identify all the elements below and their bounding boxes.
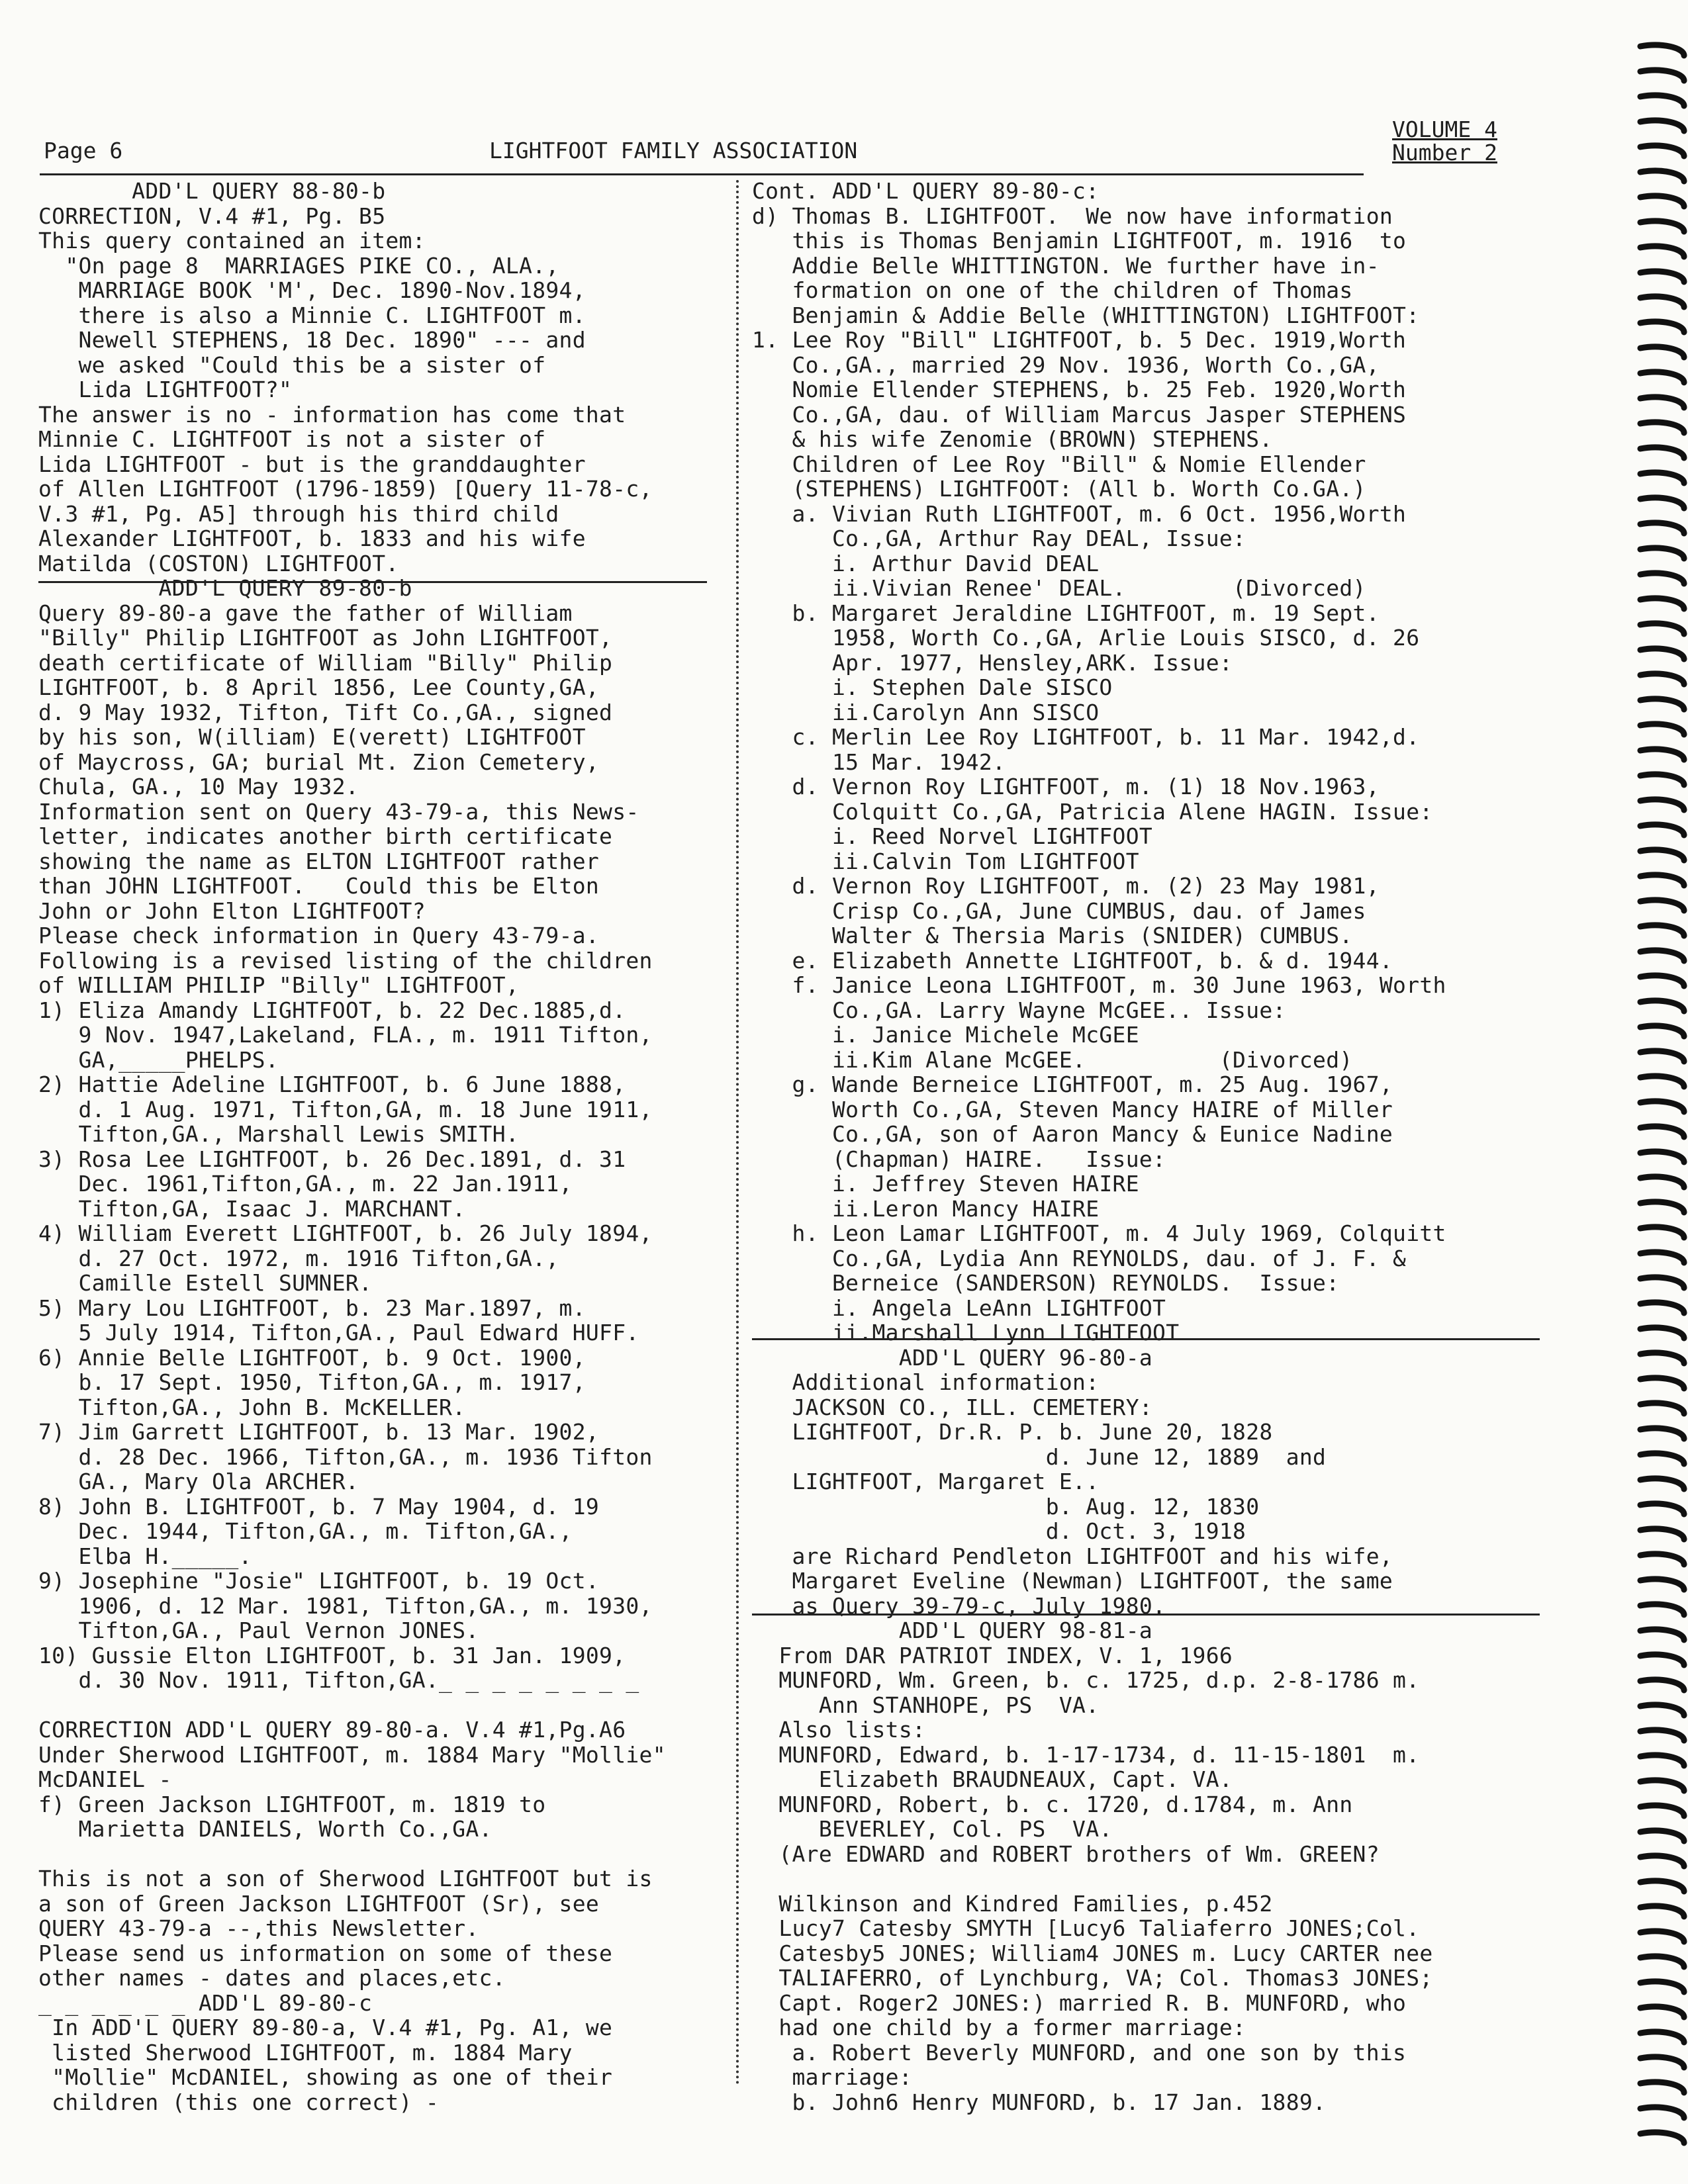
text-line: MUNFORD, Wm. Green, b. c. 1725, d.p. 2-8-1786 m. — [752, 1667, 1420, 1693]
text-line: i. Stephen Dale SISCO — [752, 674, 1113, 700]
text-line: (STEPHENS) LIGHTFOOT: (All b. Worth Co.GA.) — [752, 476, 1366, 502]
text-line: Co.,GA, Arthur Ray DEAL, Issue: — [752, 525, 1246, 551]
text-line: Camille Estell SUMNER. — [38, 1270, 373, 1296]
right-column — [752, 179, 1560, 2115]
text-line: c. Merlin Lee Roy LIGHTFOOT, b. 11 Mar. 1942,d. — [752, 724, 1420, 750]
volume-label: VOLUME 4 — [1392, 116, 1497, 142]
text-line: Wilkinson and Kindred Families, p.452 — [752, 1890, 1273, 1917]
text-line: ii.Calvin Tom LIGHTFOOT — [752, 848, 1139, 874]
text-line: QUERY 43-79-a --,this Newsletter. — [38, 1915, 479, 1941]
text-line: Matilda (COSTON) LIGHTFOOT. — [38, 550, 399, 576]
text-line: Co.,GA, son of Aaron Mancy & Eunice Nadine — [752, 1121, 1393, 1147]
text-line: d. Oct. 3, 1918 — [752, 1518, 1246, 1544]
text-line: Chula, GA., 10 May 1932. — [38, 774, 359, 799]
text-line: LIGHTFOOT, b. 8 April 1856, Lee County,GA, — [38, 674, 600, 700]
text-line: there is also a Minnie C. LIGHTFOOT m. — [38, 302, 586, 328]
text-line: Co.,GA, Lydia Ann REYNOLDS, dau. of J. F. & — [752, 1245, 1407, 1271]
text-line: Elba H._____. — [38, 1543, 252, 1569]
text-line: Worth Co.,GA, Steven Mancy HAIRE of Miller — [752, 1096, 1393, 1122]
text-line: Crisp Co.,GA, June CUMBUS, dau. of James — [752, 897, 1366, 924]
text-line: Lida LIGHTFOOT?" — [38, 377, 293, 402]
spiral-binding — [1628, 26, 1688, 2171]
text-line: d. 30 Nov. 1911, Tifton,GA._ _ _ _ _ _ _ _ — [38, 1667, 639, 1693]
text-line: TALIAFERRO, of Lynchburg, VA; Col. Thomas3 JONES; — [752, 1965, 1433, 1991]
text-line: Query 89-80-a gave the father of William — [38, 600, 573, 626]
text-line: Cont. ADD'L QUERY 89-80-c: — [752, 178, 1100, 204]
text-line: 9) Josephine "Josie" LIGHTFOOT, b. 19 Oct. — [38, 1568, 600, 1594]
text-line: CORRECTION, V.4 #1, Pg. B5 — [38, 203, 386, 229]
text-line: Tifton,GA., Paul Vernon JONES. — [38, 1617, 479, 1643]
text-line: Ann STANHOPE, PS VA. — [752, 1692, 1100, 1718]
text-line: From DAR PATRIOT INDEX, V. 1, 1966 — [752, 1642, 1233, 1668]
text-line: This is not a son of Sherwood LIGHTFOOT but is — [38, 1866, 653, 1891]
text-line: i. Angela LeAnn LIGHTFOOT — [752, 1295, 1166, 1321]
text-line: 4) William Everett LIGHTFOOT, b. 26 July 1894, — [38, 1220, 653, 1246]
text-line: "On page 8 MARRIAGES PIKE CO., ALA., — [38, 252, 559, 279]
text-line: & his wife Zenomie (BROWN) STEPHENS. — [752, 426, 1273, 452]
text-line: a. Robert Beverly MUNFORD, and one son by this — [752, 2039, 1407, 2066]
text-line: Following is a revised listing of the children — [38, 947, 653, 974]
text-line: 1906, d. 12 Mar. 1981, Tifton,GA., m. 1930, — [38, 1592, 653, 1619]
text-line: of Maycross, GA; burial Mt. Zion Cemetery, — [38, 749, 600, 775]
text-line — [38, 1842, 727, 1867]
text-line: Dec. 1961,Tifton,GA., m. 22 Jan.1911, — [38, 1171, 573, 1197]
text-line: CORRECTION ADD'L QUERY 89-80-a. V.4 #1,Pg.A6 — [38, 1717, 626, 1743]
text-line: Under Sherwood LIGHTFOOT, m. 1884 Mary "Mollie" — [38, 1741, 666, 1768]
text-line: Information sent on Query 43-79-a, this News- — [38, 798, 639, 825]
text-line: Nomie Ellender STEPHENS, b. 25 Feb. 1920,Worth — [752, 377, 1407, 402]
text-line: as Query 39-79-c, July 1980. — [752, 1592, 1166, 1619]
text-line: d. 1 Aug. 1971, Tifton,GA, m. 18 June 1911, — [38, 1096, 653, 1122]
text-line: of WILLIAM PHILIP "Billy" LIGHTFOOT, — [38, 972, 520, 998]
text-line: Also lists: — [752, 1717, 926, 1743]
text-line: 5) Mary Lou LIGHTFOOT, b. 23 Mar.1897, m. — [38, 1295, 586, 1321]
text-line: 9 Nov. 1947,Lakeland, FLA., m. 1911 Tifton, — [38, 1022, 653, 1048]
text-line: Please send us information on some of these — [38, 1940, 613, 1966]
text-line — [752, 1866, 1560, 1891]
text-line: Catesby5 JONES; William4 JONES m. Lucy CARTER nee — [752, 1940, 1433, 1966]
text-line: than JOHN LIGHTFOOT. Could this be Elton — [38, 873, 600, 899]
section-rule — [38, 581, 707, 583]
text-line: BEVERLEY, Col. PS VA. — [752, 1816, 1113, 1842]
text-line: John or John Elton LIGHTFOOT? — [38, 897, 426, 924]
text-line: f) Green Jackson LIGHTFOOT, m. 1819 to — [38, 1791, 546, 1817]
text-line: Dec. 1944, Tifton,GA., m. Tifton,GA., — [38, 1518, 573, 1544]
text-line: LIGHTFOOT, Dr.R. P. b. June 20, 1828 — [752, 1419, 1273, 1445]
text-line: Capt. Roger2 JONES:) married R. B. MUNFORD, who — [752, 1989, 1407, 2016]
text-line: i. Reed Norvel LIGHTFOOT — [752, 823, 1153, 849]
text-line: d. June 12, 1889 and — [752, 1443, 1327, 1470]
page-number: Page 6 — [44, 138, 123, 163]
section-rule — [752, 1338, 1540, 1340]
text-line: g. Wande Berneice LIGHTFOOT, m. 25 Aug. 1967, — [752, 1071, 1393, 1097]
text-line: are Richard Pendleton LIGHTFOOT and his wife, — [752, 1543, 1393, 1569]
text-line: JACKSON CO., ILL. CEMETERY: — [752, 1394, 1153, 1420]
text-line: Children of Lee Roy "Bill" & Nomie Ellender — [752, 451, 1366, 477]
text-line: b. John6 Henry MUNFORD, b. 17 Jan. 1889. — [752, 2089, 1327, 2115]
text-line: this is Thomas Benjamin LIGHTFOOT, m. 1916 to — [752, 228, 1407, 253]
text-line: i. Arthur David DEAL — [752, 550, 1100, 576]
text-line: ii.Carolyn Ann SISCO — [752, 699, 1100, 725]
text-line: (Are EDWARD and ROBERT brothers of Wm. GREEN? — [752, 1841, 1380, 1867]
left-column — [38, 179, 727, 2115]
text-line: showing the name as ELTON LIGHTFOOT rather — [38, 848, 600, 874]
text-line: MARRIAGE BOOK 'M', Dec. 1890-Nov.1894, — [38, 277, 586, 303]
text-line: i. Jeffrey Steven HAIRE — [752, 1171, 1139, 1197]
text-line: d. Vernon Roy LIGHTFOOT, m. (2) 23 May 1981, — [752, 873, 1380, 899]
text-line: children (this one correct) - — [38, 2089, 440, 2115]
text-line: Additional information: — [752, 1369, 1100, 1395]
text-line: ii.Leron Mancy HAIRE — [752, 1195, 1100, 1222]
text-line: Berneice (SANDERSON) REYNOLDS. Issue: — [752, 1270, 1340, 1296]
text-line: d. 27 Oct. 1972, m. 1916 Tifton,GA., — [38, 1245, 559, 1271]
text-line: i. Janice Michele McGEE — [752, 1022, 1139, 1048]
text-line: "Mollie" McDANIEL, showing as one of their — [38, 2064, 613, 2090]
text-line: _ _ _ _ _ _ ADD'L 89-80-c — [38, 1989, 373, 2016]
text-line: Lucy7 Catesby SMYTH [Lucy6 Taliaferro JONES;Col. — [752, 1915, 1420, 1941]
text-line: GA,_____PHELPS. — [38, 1046, 279, 1073]
text-line: Newell STEPHENS, 18 Dec. 1890" --- and — [38, 327, 586, 353]
text-line: listed Sherwood LIGHTFOOT, m. 1884 Mary — [38, 2039, 573, 2066]
text-line: Benjamin & Addie Belle (WHITTINGTON) LIGHTFOOT: — [752, 302, 1420, 328]
text-line: Co.,GA, dau. of William Marcus Jasper STEPHENS — [752, 401, 1407, 428]
text-line — [38, 1693, 727, 1718]
text-line: b. 17 Sept. 1950, Tifton,GA., m. 1917, — [38, 1369, 586, 1395]
text-line: d. 9 May 1932, Tifton, Tift Co.,GA., signed — [38, 699, 613, 725]
text-line: 6) Annie Belle LIGHTFOOT, b. 9 Oct. 1900, — [38, 1344, 586, 1371]
text-line: b. Aug. 12, 1830 — [752, 1493, 1260, 1520]
header-rule — [40, 173, 1364, 175]
text-line: 7) Jim Garrett LIGHTFOOT, b. 13 Mar. 1902, — [38, 1419, 600, 1445]
text-line: Please check information in Query 43-79-a. — [38, 923, 600, 948]
text-line: d. Vernon Roy LIGHTFOOT, m. (1) 18 Nov.1963, — [752, 774, 1380, 799]
text-line: 3) Rosa Lee LIGHTFOOT, b. 26 Dec.1891, d. 31 — [38, 1146, 626, 1172]
text-line: 1) Eliza Amandy LIGHTFOOT, b. 22 Dec.1885,d. — [38, 997, 626, 1023]
text-line: MUNFORD, Edward, b. 1-17-1734, d. 11-15-1801 m. — [752, 1741, 1420, 1768]
volume-block — [1392, 118, 1497, 164]
text-line: Elizabeth BRAUDNEAUX, Capt. VA. — [752, 1766, 1233, 1792]
text-line: ii.Vivian Renee' DEAL. (Divorced) — [752, 575, 1366, 601]
text-line: LIGHTFOOT, Margaret E.. — [752, 1469, 1100, 1494]
text-line: ii.Marshall Lynn LIGHTFOOT — [752, 1320, 1180, 1345]
text-line: Apr. 1977, Hensley,ARK. Issue: — [752, 649, 1233, 676]
text-line: Lida LIGHTFOOT - but is the granddaughter — [38, 451, 586, 477]
text-line: Addie Belle WHITTINGTON. We further have in- — [752, 252, 1380, 279]
text-line: The answer is no - information has come that — [38, 401, 626, 428]
text-line: we asked "Could this be a sister of — [38, 351, 546, 378]
text-line: d) Thomas B. LIGHTFOOT. We now have information — [752, 203, 1393, 229]
text-line: MUNFORD, Robert, b. c. 1720, d.1784, m. Ann — [752, 1791, 1353, 1817]
text-line: death certificate of William "Billy" Philip — [38, 649, 613, 676]
text-line: 1. Lee Roy "Bill" LIGHTFOOT, b. 5 Dec. 1919,Worth — [752, 327, 1407, 353]
text-line: Tifton,GA., Marshall Lewis SMITH. — [38, 1121, 520, 1147]
text-line: h. Leon Lamar LIGHTFOOT, m. 4 July 1969, Colquitt — [752, 1220, 1446, 1246]
text-line: 5 July 1914, Tifton,GA., Paul Edward HUFF. — [38, 1320, 639, 1345]
text-line: Margaret Eveline (Newman) LIGHTFOOT, the same — [752, 1568, 1393, 1594]
text-line: Marietta DANIELS, Worth Co.,GA. — [38, 1816, 492, 1842]
text-line: 8) John B. LIGHTFOOT, b. 7 May 1904, d. 19 — [38, 1493, 600, 1520]
text-line: a son of Green Jackson LIGHTFOOT (Sr), see — [38, 1890, 600, 1917]
section-rule — [752, 1614, 1540, 1615]
text-line: This query contained an item: — [38, 228, 426, 253]
text-line: other names - dates and places,etc. — [38, 1965, 506, 1991]
page-header — [44, 118, 1546, 171]
text-line: of Allen LIGHTFOOT (1796-1859) [Query 11-78-c, — [38, 476, 653, 502]
text-line: McDANIEL - — [38, 1766, 172, 1792]
text-line: 1958, Worth Co.,GA, Arlie Louis SISCO, d. 26 — [752, 625, 1420, 651]
text-line: ADD'L QUERY 98-81-a — [752, 1617, 1153, 1643]
text-line: ADD'L QUERY 96-80-a — [752, 1344, 1153, 1371]
text-line: formation on one of the children of Thomas — [752, 277, 1353, 303]
text-line: letter, indicates another birth certificate — [38, 823, 613, 849]
text-line: In ADD'L QUERY 89-80-a, V.4 #1, Pg. A1, we — [38, 2015, 613, 2040]
text-line: "Billy" Philip LIGHTFOOT as John LIGHTFOOT, — [38, 625, 613, 651]
text-line: b. Margaret Jeraldine LIGHTFOOT, m. 19 Sept. — [752, 600, 1380, 626]
text-line: e. Elizabeth Annette LIGHTFOOT, b. & d. 1944. — [752, 947, 1393, 974]
text-line: by his son, W(illiam) E(verett) LIGHTFOOT — [38, 724, 586, 750]
column-divider — [736, 180, 739, 2086]
text-line: Tifton,GA, Isaac J. MARCHANT. — [38, 1195, 466, 1222]
text-line: 2) Hattie Adeline LIGHTFOOT, b. 6 June 1888, — [38, 1071, 626, 1097]
text-line: marriage: — [752, 2064, 913, 2090]
text-line: Walter & Thersia Maris (SNIDER) CUMBUS. — [752, 923, 1353, 948]
text-line: Colquitt Co.,GA, Patricia Alene HAGIN. Issue: — [752, 798, 1433, 825]
text-line: Tifton,GA., John B. McKELLER. — [38, 1394, 466, 1420]
association-title: LIGHTFOOT FAMILY ASSOCIATION — [489, 138, 858, 163]
text-line: a. Vivian Ruth LIGHTFOOT, m. 6 Oct. 1956,Worth — [752, 500, 1407, 527]
text-line: Co.,GA. Larry Wayne McGEE.. Issue: — [752, 997, 1286, 1023]
text-line: V.3 #1, Pg. A5] through his third child — [38, 500, 559, 527]
text-line: 15 Mar. 1942. — [752, 749, 1006, 775]
number-label: Number 2 — [1392, 140, 1497, 165]
text-line: had one child by a former marriage: — [752, 2015, 1246, 2040]
text-line: GA., Mary Ola ARCHER. — [38, 1469, 359, 1494]
text-line: 10) Gussie Elton LIGHTFOOT, b. 31 Jan. 1909, — [38, 1642, 626, 1668]
text-line: (Chapman) HAIRE. Issue: — [752, 1146, 1166, 1172]
text-line: ii.Kim Alane McGEE. (Divorced) — [752, 1046, 1353, 1073]
text-line: Minnie C. LIGHTFOOT is not a sister of — [38, 426, 546, 452]
text-line: Alexander LIGHTFOOT, b. 1833 and his wife — [38, 525, 586, 551]
text-line: Co.,GA., married 29 Nov. 1936, Worth Co.,GA, — [752, 351, 1380, 378]
text-line: d. 28 Dec. 1966, Tifton,GA., m. 1936 Tifton — [38, 1443, 653, 1470]
text-line: ADD'L QUERY 89-80-b — [38, 575, 412, 601]
text-line: f. Janice Leona LIGHTFOOT, m. 30 June 1963, Worth — [752, 972, 1446, 998]
text-line: ADD'L QUERY 88-80-b — [38, 178, 386, 204]
